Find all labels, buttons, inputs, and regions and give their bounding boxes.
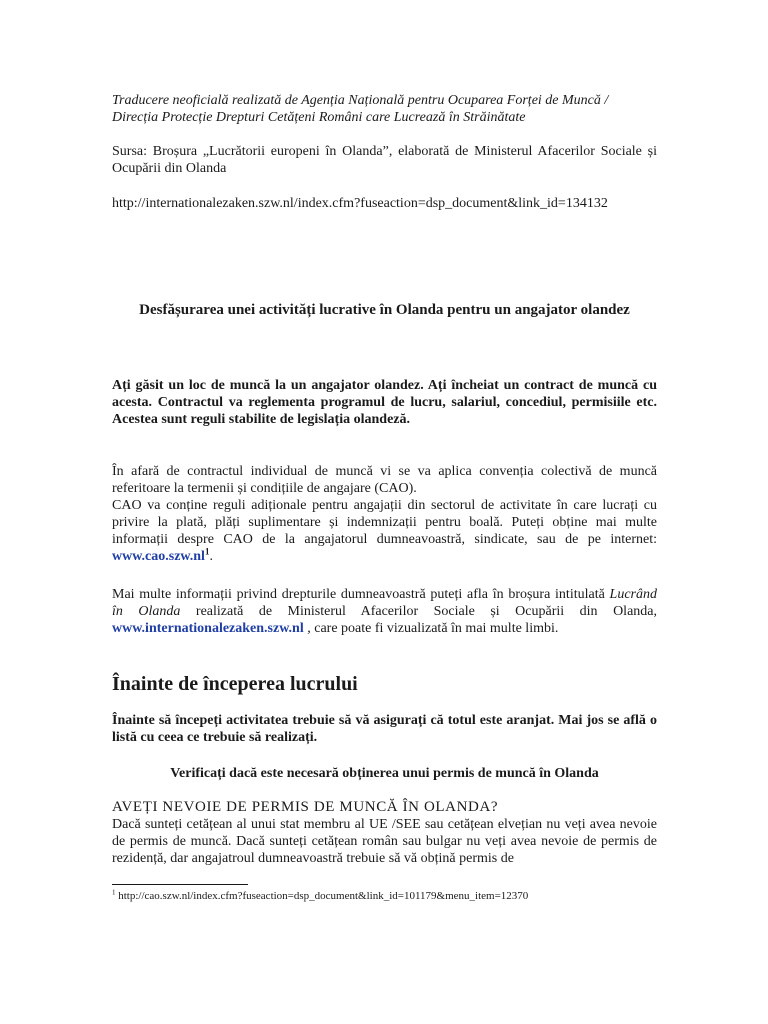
footnote-divider (112, 884, 248, 885)
intro-paragraph: Ați găsit un loc de muncă la un angajator olandez. Ați încheiat un contract de muncă cu acesta. Contractul va reglementa programul de lucru, salariul, concediul, permisiile etc. Acestea sunt reguli stabilite de legislația olandeză. (112, 378, 657, 427)
section-heading: Înainte de începerea lucrului (112, 673, 358, 695)
question-heading: AVEȚI NEVOIE DE PERMIS DE MUNCĂ ÎN OLANDA? (112, 799, 499, 815)
check-heading: Verificați dacă este necesară obținerea unui permis de muncă în Olanda (170, 766, 599, 781)
more-info-paragraph (112, 586, 657, 637)
footnote-number: 1 (112, 888, 116, 897)
cao-paragraph-2 (112, 497, 657, 565)
more-info-end: , care poate fi vizualizată în mai multe limbi. (303, 621, 559, 636)
cao-link[interactable]: www.cao.szw.nl (112, 549, 205, 564)
footnote-text: http://cao.szw.nl/index.cfm?fuseaction=dsp_document&link_id=101179&menu_item=12370 (115, 890, 529, 902)
translation-note: Traducere neoficială realizată de Agenția Națională pentru Ocuparea Forței de Muncă / Direcția Protecție Drepturi Cetățeni Români care Lucrează în Străinătate (112, 93, 609, 125)
cao-paragraph-2-text: CAO va conține reguli adiționale pentru angajații din sectorul de activitate în care lucrați cu privire la plată, plăți suplimentare și indemnizații pentru boală. Puteți obține mai multe informații despre CAO de la angajatorul dumneavoastră, sindicate, sau de pe internet: (112, 498, 657, 547)
cao-end: . (209, 549, 213, 564)
footnote-ref[interactable]: 1 (204, 546, 210, 557)
page-title: Desfășurarea unei activități lucrative în Olanda pentru un angajator olandez (139, 302, 630, 318)
more-info-middle: realizată de Ministerul Afacerilor Sociale și Ocupării din Olanda, (180, 604, 657, 619)
brochure-title: Lucrând în Olanda (112, 587, 657, 619)
section-intro: Înainte să începeți activitatea trebuie să vă asigurați că totul este aranjat. Mai jos se află o listă cu ceea ce trebuie să realizați. (112, 713, 657, 745)
footnote (112, 890, 657, 903)
permit-paragraph: Dacă sunteți cetățean al unui stat membru al UE /SEE sau cetățean elvețian nu veți avea nevoie de permis de muncă. Dacă sunteți cetățean român sau bulgar nu veți avea nevoie de permis de rezidență, dar angajatroul dumneavoastră trebuie să vă obțină permis de (112, 817, 657, 866)
source-url: http://internationalezaken.szw.nl/index.cfm?fuseaction=dsp_document&link_id=134132 (112, 196, 608, 211)
internationalezaken-link[interactable]: www.internationalezaken.szw.nl (112, 621, 304, 636)
cao-paragraph-1: În afară de contractul individual de muncă vi se va aplica convenția colectivă de muncă referitoare la termenii și condițiile de angajare (CAO). (112, 464, 657, 496)
source-line: Sursa: Broșura „Lucrătorii europeni în Olanda”, elaborată de Ministerul Afacerilor Sociale și Ocupării din Olanda (112, 144, 657, 176)
more-info-start: Mai multe informații privind drepturile dumneavoastră puteți afla în broșura intitulată (112, 587, 610, 602)
